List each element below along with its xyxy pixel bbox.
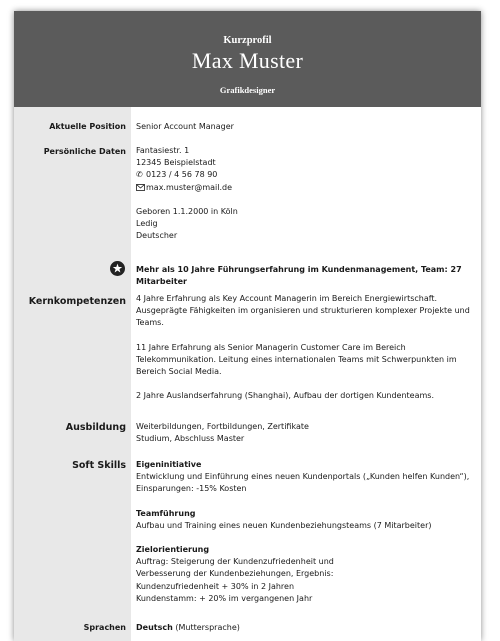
softskill-text: Auftrag: Steigerung der Kundenzufriedenheit und Verbesserung der Kundenbeziehungen, Ergebnis: Kundenzufriedenheit + 30% in 2 Jahren Kundenstamm: + 20% im vergangenen Jahr bbox=[136, 557, 334, 603]
envelope-icon bbox=[136, 182, 146, 194]
phone-number: 0123 / 4 56 78 90 bbox=[146, 170, 218, 180]
personal-label: Persönliche Daten bbox=[43, 147, 126, 156]
education-line: Studium, Abschluss Master bbox=[136, 434, 245, 444]
email-line bbox=[136, 182, 471, 194]
languages-info bbox=[136, 622, 471, 634]
softskills-list bbox=[136, 459, 471, 605]
softskills-label: Soft Skills bbox=[72, 460, 126, 471]
resume-header bbox=[14, 11, 481, 107]
position-value: Senior Account Manager bbox=[136, 122, 234, 131]
label-column bbox=[14, 107, 131, 641]
competency-item: 4 Jahre Erfahrung als Key Account Managerin im Bereich Energiewirtschaft. Ausgeprägte Fähigkeiten im organisieren und strukturieren komplexer Projekte und Teams. bbox=[136, 294, 470, 328]
competency-item: 11 Jahre Erfahrung als Senior Managerin Customer Care im Bereich Telekommunikation. Leitung eines internationalen Teams mit Schwerpunkten im Bereich Social Media. bbox=[136, 342, 457, 377]
personal-data bbox=[136, 145, 471, 242]
position-label: Aktuelle Position bbox=[49, 122, 126, 131]
resume-page bbox=[14, 11, 481, 641]
softskill-text: Entwicklung und Einführung eines neuen Kundenportals („Kunden helfen Kunden“), Einsparungen: -15% Kosten bbox=[136, 472, 470, 494]
nationality: Deutscher bbox=[136, 231, 178, 241]
education-info bbox=[136, 421, 471, 445]
star-icon bbox=[110, 261, 125, 276]
competencies-list bbox=[136, 293, 471, 402]
marital-status: Ledig bbox=[136, 219, 158, 229]
languages-label: Sprachen bbox=[83, 623, 126, 632]
birth-info: Geboren 1.1.2000 in Köln bbox=[136, 206, 238, 216]
highlight-text: Mehr als 10 Jahre Führungserfahrung im Kundenmanagement, Team: 27 Mitarbeiter bbox=[136, 265, 462, 287]
phone-icon: ✆ bbox=[136, 170, 143, 180]
email-address: max.muster@mail.de bbox=[146, 182, 233, 192]
phone-line bbox=[136, 169, 471, 181]
street: Fantasiestr. 1 bbox=[136, 146, 190, 155]
softskill-title: Zielorientierung bbox=[136, 545, 210, 555]
competencies-label: Kernkompetenzen bbox=[28, 296, 126, 307]
softskill-title: Eigeninitiative bbox=[136, 460, 202, 469]
language-level: (Muttersprache) bbox=[175, 623, 240, 632]
header-subtitle: Kurzprofil bbox=[223, 35, 272, 46]
education-line: Weiterbildungen, Fortbildungen, Zertifikate bbox=[136, 422, 309, 431]
city: 12345 Beispielstadt bbox=[136, 158, 216, 168]
softskill-title: Teamführung bbox=[136, 508, 196, 518]
education-label: Ausbildung bbox=[65, 422, 126, 433]
softskill-text: Aufbau und Training eines neuen Kundenbeziehungsteams (7 Mitarbeiter) bbox=[136, 520, 432, 530]
competency-item: 2 Jahre Auslandserfahrung (Shanghai), Aufbau der dortigen Kundenteams. bbox=[136, 391, 435, 401]
language-name: Deutsch bbox=[136, 623, 173, 632]
candidate-name: Max Muster bbox=[191, 48, 304, 73]
candidate-job-title: Grafikdesigner bbox=[219, 85, 276, 95]
